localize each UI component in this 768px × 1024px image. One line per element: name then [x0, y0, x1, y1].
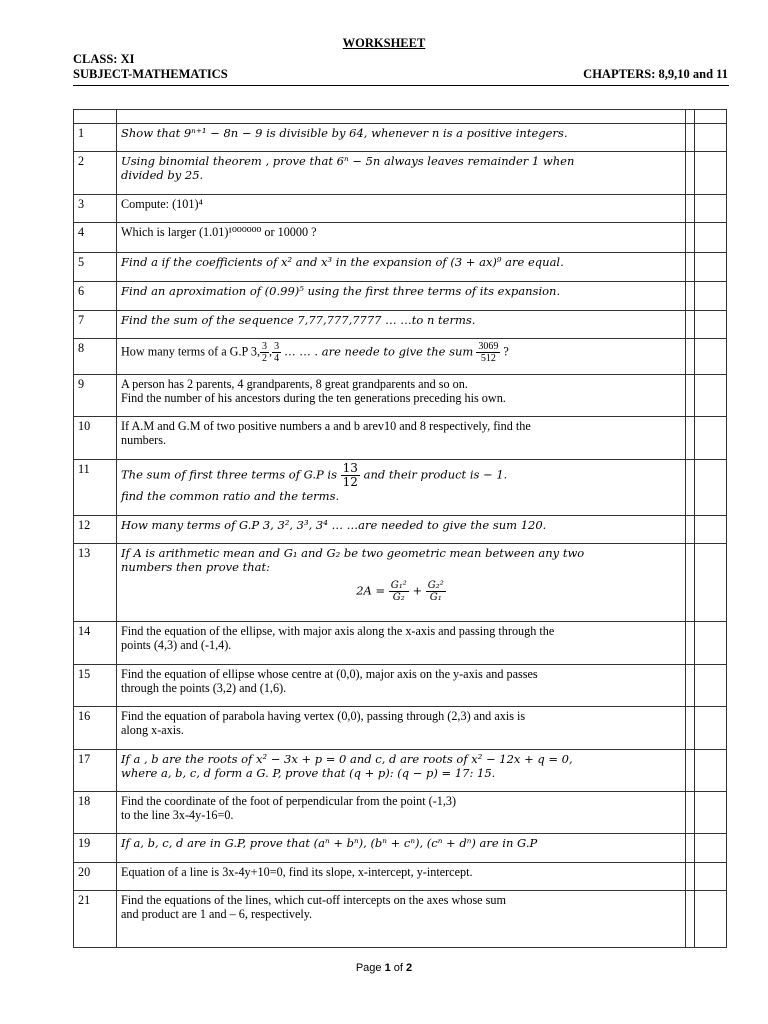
question-number: 3: [74, 195, 117, 223]
table-row: [74, 516, 727, 544]
table-header-row: [74, 110, 727, 124]
question-text: If a, b, c, d are in G.P, prove that (aⁿ + bⁿ), (bⁿ + cⁿ), (cⁿ + dⁿ) are in G.P: [117, 834, 686, 863]
chapters-label: CHAPTERS: 8,9,10 and 11: [583, 67, 728, 81]
questions-table: [73, 109, 727, 948]
question-number: 21: [74, 891, 117, 948]
question-number: 20: [74, 863, 117, 891]
question-text: If A is arithmetic mean and G₁ and G₂ be two geometric mean between any two numbers then prove that: 2A = $\frac{\text{G₁²}}{\text{G₂}}$ + $\frac{\text{G₂²}}{\text{G₁}}$: [117, 544, 686, 622]
question-number: 10: [74, 417, 117, 460]
question-number: 4: [74, 223, 117, 253]
question-number: 2: [74, 152, 117, 195]
class-label: CLASS: XI: [73, 52, 135, 66]
table-row: [74, 282, 727, 311]
question-number: 13: [74, 544, 117, 622]
table-row: [74, 834, 727, 863]
question-number: 17: [74, 750, 117, 792]
header-rule: [73, 85, 729, 86]
question-number: 18: [74, 792, 117, 834]
table-row: [74, 665, 727, 707]
table-row: [74, 622, 727, 665]
question-number: 11: [74, 460, 117, 516]
question-text: Find an aproximation of (0.99)⁵ using the first three terms of its expansion.: [117, 282, 686, 311]
question-text: Find the equations of the lines, which cut-off intercepts on the axes whose sum and product are 1 and – 6, respectively.: [117, 891, 686, 948]
table-row: [74, 124, 727, 152]
question-text: Compute: (101)⁴: [117, 195, 686, 223]
equation: 2A = $\frac{\text{G₁²}}{\text{G₂}}$ + $\frac{\text{G₂²}}{\text{G₁}}$: [356, 580, 444, 603]
question-text: A person has 2 parents, 4 grandparents, 8 great grandparents and so on. Find the number of his ancestors during the ten generations preceding his own.: [117, 375, 686, 417]
question-text: Using binomial theorem , prove that 6ⁿ − 5n always leaves remainder 1 when divided by 25.: [117, 152, 686, 195]
question-number: 1: [74, 124, 117, 152]
table-row: [74, 750, 727, 792]
page-footer: Page 1 of 2: [355, 962, 413, 974]
table-row: [74, 375, 727, 417]
question-number: 16: [74, 707, 117, 750]
question-text: If A.M and G.M of two positive numbers a and b arev10 and 8 respectively, find the numbers.: [117, 417, 686, 460]
question-text: Find the equation of the ellipse, with major axis along the x-axis and passing through the points (4,3) and (-1,4).: [117, 622, 686, 665]
question-number: 14: [74, 622, 117, 665]
table-row: [74, 792, 727, 834]
question-text: Find the equation of parabola having vertex (0,0), passing through (2,3) and axis is along x-axis.: [117, 707, 686, 750]
question-text: How many terms of G.P 3, 3², 3³, 3⁴ … …are needed to give the sum 120.: [117, 516, 686, 544]
question-number: 12: [74, 516, 117, 544]
table-row: [74, 339, 727, 375]
table-row: [74, 544, 727, 622]
table-row: [74, 707, 727, 750]
question-number: 9: [74, 375, 117, 417]
table-row: [74, 311, 727, 339]
question-text: Find the equation of ellipse whose centre at (0,0), major axis on the y-axis and passes through the points (3,2) and (1,6).: [117, 665, 686, 707]
question-text: The sum of first three terms of G.P is $\frac{13}{12}$ and their product is − 1. find the common ratio and the terms.: [117, 460, 686, 516]
question-text: If a , b are the roots of x² − 3x + p = 0 and c, d are roots of x² − 12x + q = 0, where a, b, c, d form a G. P, prove that (q + p): (q − p) = 17: 15.: [117, 750, 686, 792]
table-row: [74, 417, 727, 460]
table-row: [74, 195, 727, 223]
question-text: Equation of a line is 3x-4y+10=0, find its slope, x-intercept, y-intercept.: [117, 863, 686, 891]
question-number: 5: [74, 253, 117, 282]
table-row: [74, 223, 727, 253]
table-row: [74, 891, 727, 948]
subject-label: SUBJECT-MATHEMATICS: [73, 67, 228, 81]
question-text: Find the sum of the sequence 7,77,777,7777 … …to n terms.: [117, 311, 686, 339]
table-row: [74, 253, 727, 282]
table-row: [74, 152, 727, 195]
question-text: Show that 9ⁿ⁺¹ − 8n − 9 is divisible by 64, whenever n is a positive integers.: [117, 124, 686, 152]
question-number: 19: [74, 834, 117, 863]
table-row: [74, 460, 727, 516]
question-text: Which is larger (1.01)¹⁰⁰⁰⁰⁰⁰ or 10000 ?: [117, 223, 686, 253]
question-text: Find the coordinate of the foot of perpendicular from the point (-1,3) to the line 3x-4y-16=0.: [117, 792, 686, 834]
question-number: 8: [74, 339, 117, 375]
question-number: 7: [74, 311, 117, 339]
question-number: 15: [74, 665, 117, 707]
question-text: How many terms of a G.P 3, $\frac{3}{2}$ , $\frac{3}{4}$ … … . are neede to give the sum $\frac{3069}{512}$ ?: [117, 339, 686, 375]
table-row: [74, 863, 727, 891]
question-text: Find a if the coefficients of x² and x³ in the expansion of (3 + ax)⁹ are equal.: [117, 253, 686, 282]
question-number: 6: [74, 282, 117, 311]
worksheet-title: WORKSHEET: [342, 36, 426, 50]
